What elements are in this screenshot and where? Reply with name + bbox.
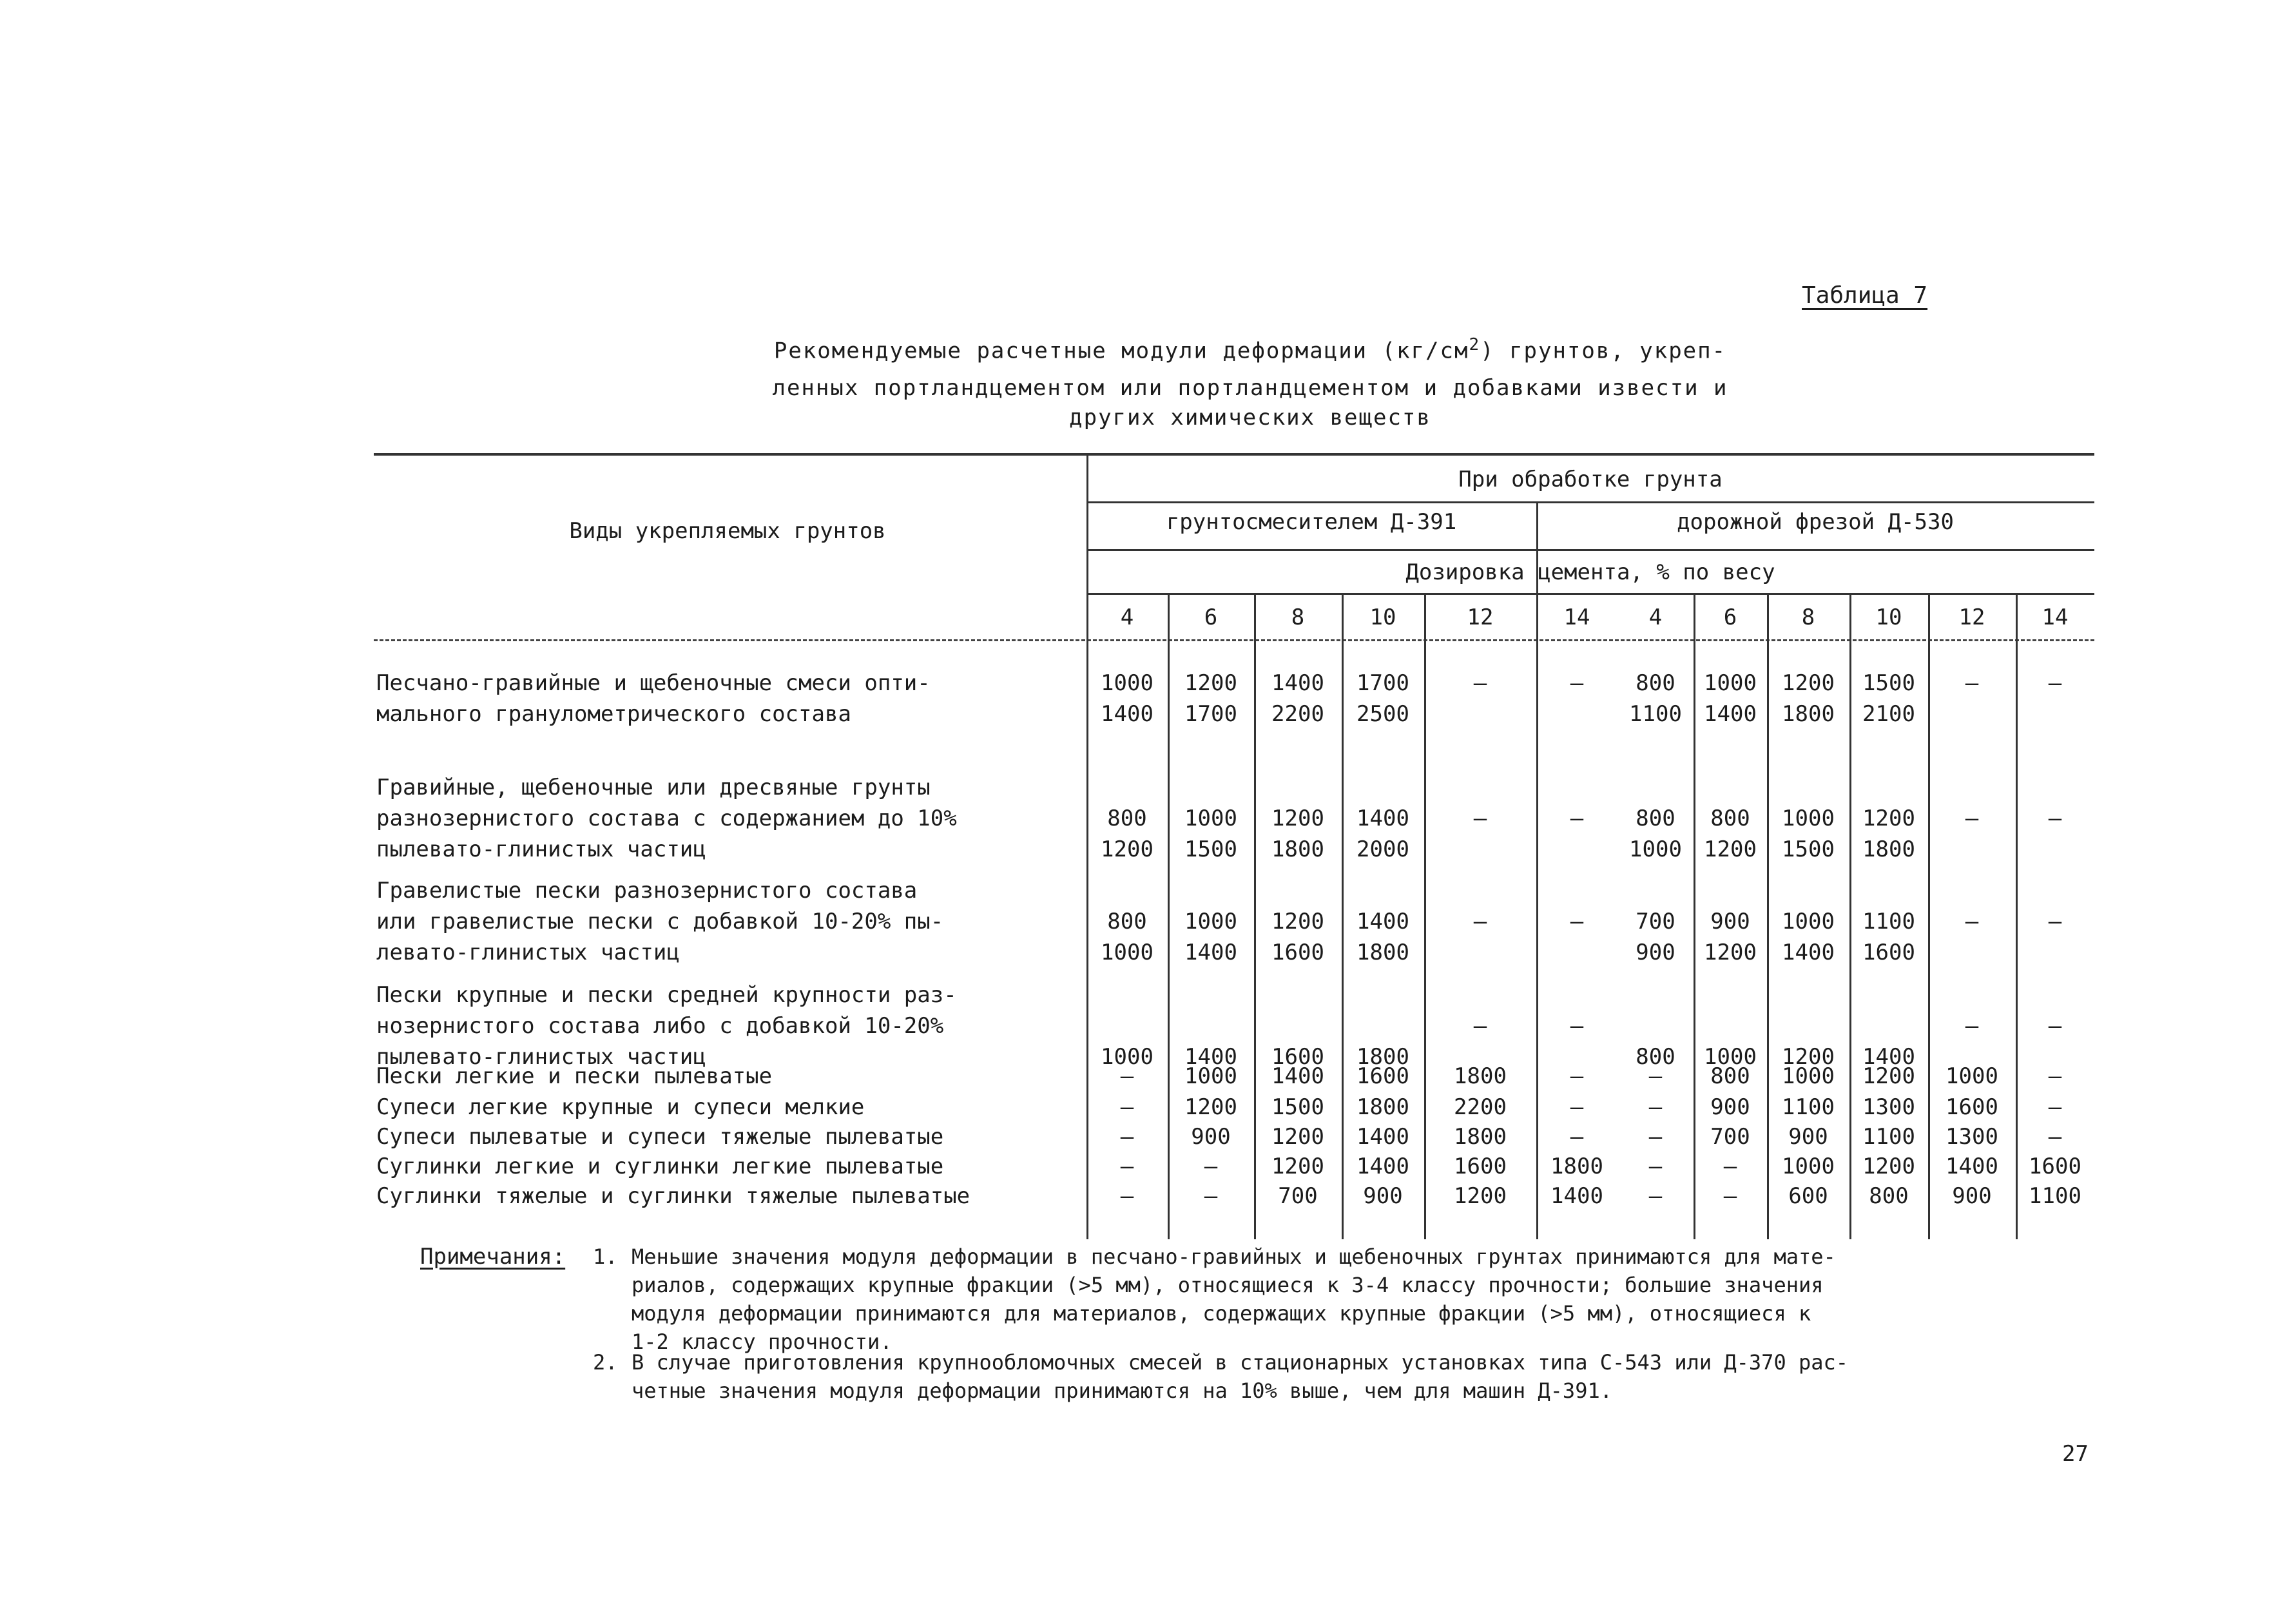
table-cell: 900	[1952, 1183, 1992, 1209]
table-cell: 600	[1788, 1183, 1828, 1209]
table-cell: 1000	[1184, 909, 1237, 934]
table-cell: –	[1570, 806, 1584, 831]
table-cell: 1100	[1629, 701, 1682, 727]
table-cell: –	[1473, 909, 1487, 934]
table-cell: 1400	[1862, 1044, 1915, 1070]
soil-type-name: Пески крупные и пески средней крупности раз-	[376, 982, 957, 1008]
table-cell: 700	[1710, 1124, 1750, 1150]
title-superscript: 2	[1469, 335, 1481, 354]
dose-value: 6	[1204, 604, 1218, 630]
table-cell: 1400	[1271, 670, 1324, 696]
table-cell: 700	[1278, 1183, 1318, 1209]
soil-type-name: мального гранулометрического состава	[376, 701, 851, 727]
table-cell: 1000	[1704, 1044, 1757, 1070]
table-cell: 1800	[1454, 1063, 1507, 1089]
table-cell: 1700	[1184, 701, 1237, 727]
table-top-rule	[374, 453, 2094, 456]
dose-value: 14	[2042, 604, 2069, 630]
notes-title: Примечания:	[420, 1244, 566, 1270]
table-cell: –	[1723, 1154, 1737, 1179]
table-cell: 1600	[1271, 1044, 1324, 1070]
table-cell: –	[1570, 909, 1584, 934]
table-cell: –	[1965, 806, 1979, 831]
table-cell: 1500	[1782, 836, 1835, 862]
table-cell: –	[1648, 1124, 1663, 1150]
table-cell: 1000	[1101, 940, 1153, 965]
table-cell: 1200	[1782, 1044, 1835, 1070]
table-cell: 1600	[2029, 1154, 2081, 1179]
table-cell: 1800	[1356, 940, 1409, 965]
table-cell: 1800	[1356, 1044, 1409, 1070]
table-cell: 800	[1636, 806, 1675, 831]
table-cell: –	[1120, 1154, 1134, 1179]
table-cell: 1000	[1782, 1154, 1835, 1179]
soil-type-name: Пески легкие и пески пылеватые	[376, 1063, 773, 1089]
mill-header: дорожной фрезой Д-530	[1677, 509, 1954, 535]
table-cell: –	[1204, 1154, 1218, 1179]
page-number: 27	[2062, 1441, 2089, 1467]
dose-value: 4	[1648, 604, 1663, 630]
table-cell: 1800	[1356, 1094, 1409, 1120]
table-cell: –	[2048, 806, 2062, 831]
table-cell: 1000	[1704, 670, 1757, 696]
soil-type-name: нозернистого состава либо с добавкой 10-20%	[376, 1013, 944, 1039]
note-text-line: Меньшие значения модуля деформации в песчано-гравийных и щебеночных грунтах принимаются для мате-	[632, 1244, 1836, 1269]
table-cell: 900	[1363, 1183, 1403, 1209]
note-text-line: риалов, содержащих крупные фракции (>5 мм), относящиеся к 3-4 классу прочности; большие значения	[632, 1273, 1824, 1297]
table-cell: 1000	[1945, 1063, 1998, 1089]
table-cell: 900	[1710, 1094, 1750, 1120]
table-cell: 1200	[1862, 806, 1915, 831]
table-cell: 1800	[1862, 836, 1915, 862]
table-cell: 800	[1636, 670, 1675, 696]
soil-type-name: левато-глинистых частиц	[376, 940, 680, 965]
table-cell: 1400	[1704, 701, 1757, 727]
table-cell: –	[2048, 909, 2062, 934]
header-line-1	[1086, 501, 2094, 503]
table-cell: 1000	[1782, 1063, 1835, 1089]
soil-type-name: Суглинки тяжелые и суглинки тяжелые пылеватые	[376, 1183, 970, 1209]
soil-type-name: Супеси пылеватые и супеси тяжелые пылеватые	[376, 1124, 944, 1150]
table-cell: –	[1965, 670, 1979, 696]
table-cell: 800	[1636, 1044, 1675, 1070]
table-cell: 1200	[1101, 836, 1153, 862]
table-cell: 1400	[1550, 1183, 1603, 1209]
soil-types-header: Виды укрепляемых грунтов	[569, 518, 886, 544]
dose-value: 12	[1958, 604, 1985, 630]
table-cell: 1200	[1704, 836, 1757, 862]
note-number: 1.	[593, 1244, 618, 1269]
table-title-line-2: ленных портландцементом или портландцементом и добавками извести и	[772, 375, 1728, 401]
table-cell: 1200	[1454, 1183, 1507, 1209]
table-cell: 800	[1107, 909, 1147, 934]
table-cell: –	[2048, 1124, 2062, 1150]
soil-type-name: Гравелистые пески разнозернистого состава	[376, 878, 918, 904]
table-cell: 1800	[1550, 1154, 1603, 1179]
table-cell: 1000	[1101, 1044, 1153, 1070]
table-title-line-1	[670, 335, 1830, 363]
table-label: Таблица 7	[1802, 282, 1928, 309]
table-cell: 800	[1869, 1183, 1909, 1209]
table-cell: 800	[1107, 806, 1147, 831]
table-cell: 900	[1636, 940, 1675, 965]
table-cell: 1500	[1862, 670, 1915, 696]
table-cell: 1000	[1101, 670, 1153, 696]
table-cell: –	[1723, 1183, 1737, 1209]
table-cell: 1300	[1945, 1124, 1998, 1150]
table-cell: –	[1473, 806, 1487, 831]
table-cell: 1700	[1356, 670, 1409, 696]
dose-value: 8	[1801, 604, 1815, 630]
table-cell: 1600	[1862, 940, 1915, 965]
table-cell: –	[1570, 1013, 1584, 1039]
soil-type-name: пылевато-глинистых частиц	[376, 836, 706, 862]
header-line-2	[1086, 549, 2094, 551]
table-cell: 1100	[2029, 1183, 2081, 1209]
table-cell: –	[1648, 1183, 1663, 1209]
table-cell: –	[1204, 1183, 1218, 1209]
table-cell: 1000	[1184, 1063, 1237, 1089]
mixer-header: грунтосмесителем Д-391	[1166, 509, 1457, 535]
table-cell: –	[1120, 1094, 1134, 1120]
table-cell: –	[2048, 1063, 2062, 1089]
table-cell: –	[2048, 1013, 2062, 1039]
table-cell: 1000	[1629, 836, 1682, 862]
dose-value: 10	[1369, 604, 1396, 630]
table-cell: 800	[1710, 1063, 1750, 1089]
note-item	[593, 1348, 2094, 1405]
table-cell: 1000	[1782, 806, 1835, 831]
note-text-line: четные значения модуля деформации принимаются на 10% выше, чем для машин Д-391.	[632, 1378, 1612, 1403]
table-cell: 1100	[1782, 1094, 1835, 1120]
table-cell: –	[1473, 1013, 1487, 1039]
table-cell: –	[1648, 1063, 1663, 1089]
table-cell: 1800	[1782, 701, 1835, 727]
table-cell: –	[1570, 1094, 1584, 1120]
table-cell: 2200	[1454, 1094, 1507, 1120]
soil-type-name: разнозернистого состава с содержанием до 10%	[376, 806, 957, 831]
table-cell: 1200	[1704, 940, 1757, 965]
table-cell: –	[1570, 670, 1584, 696]
note-text-line: модуля деформации принимаются для материалов, содержащих крупные фракции (>5 мм), относящиеся к	[632, 1301, 1811, 1326]
table-cell: 900	[1710, 909, 1750, 934]
dose-value: 12	[1467, 604, 1494, 630]
table-cell: 1400	[1184, 1044, 1237, 1070]
table-cell: 1500	[1271, 1094, 1324, 1120]
table-cell: 1200	[1782, 670, 1835, 696]
dose-value: 14	[1563, 604, 1590, 630]
table-cell: –	[1570, 1063, 1584, 1089]
table-cell: 1400	[1184, 940, 1237, 965]
header-line-3	[1086, 593, 2094, 595]
table-cell: –	[1965, 909, 1979, 934]
table-cell: 2500	[1356, 701, 1409, 727]
header-bottom-rule	[374, 639, 2094, 641]
dosage-header: Дозировка цемента, % по весу	[1405, 559, 1775, 585]
table-cell: 1500	[1184, 836, 1237, 862]
soil-type-name: Суглинки легкие и суглинки легкие пылеватые	[376, 1154, 944, 1179]
table-cell: –	[1965, 1013, 1979, 1039]
table-cell: 1100	[1862, 909, 1915, 934]
note-text-line: В случае приготовления крупнообломочных смесей в стационарных установках типа С-543 или Д-370 рас-	[632, 1350, 1849, 1375]
title-line-1-a: Рекомендуемые расчетные модули деформации (кг/см	[773, 338, 1469, 364]
table-cell: –	[1648, 1094, 1663, 1120]
table-cell: –	[1648, 1154, 1663, 1179]
table-cell: 1400	[1356, 1154, 1409, 1179]
table-cell: –	[1120, 1063, 1134, 1089]
dose-value: 10	[1875, 604, 1902, 630]
table-cell: 1400	[1356, 909, 1409, 934]
note-item	[593, 1242, 2094, 1356]
soil-type-name: Гравийные, щебеночные или дресвяные грунты	[376, 775, 931, 800]
note-number: 2.	[593, 1350, 618, 1375]
table-cell: 1400	[1945, 1154, 1998, 1179]
note-text-line: 1-2 классу прочности.	[632, 1329, 893, 1354]
table-cell: 1600	[1945, 1094, 1998, 1120]
table-cell: 1200	[1184, 670, 1237, 696]
table-cell: 1100	[1862, 1124, 1915, 1150]
table-cell: 1600	[1271, 940, 1324, 965]
table-cell: 800	[1710, 806, 1750, 831]
table-cell: 2200	[1271, 701, 1324, 727]
table-cell: –	[1120, 1124, 1134, 1150]
table-cell: –	[1570, 1124, 1584, 1150]
table-cell: 900	[1788, 1124, 1828, 1150]
table-cell: 1400	[1101, 701, 1153, 727]
table-cell: –	[2048, 1094, 2062, 1120]
soil-type-name: пылевато-глинистых частиц	[376, 1044, 706, 1070]
table-cell: 1400	[1782, 940, 1835, 965]
table-cell: 1200	[1271, 909, 1324, 934]
table-cell: 1000	[1184, 806, 1237, 831]
title-line-1-b: ) грунтов, укреп-	[1480, 338, 1727, 364]
table-cell: 1200	[1862, 1063, 1915, 1089]
table-cell: 900	[1191, 1124, 1231, 1150]
table-cell: 1800	[1271, 836, 1324, 862]
table-cell: 1600	[1454, 1154, 1507, 1179]
table-cell: 1200	[1184, 1094, 1237, 1120]
soil-type-name: или гравелистые пески с добавкой 10-20% пы-	[376, 909, 944, 934]
table-cell: 1400	[1356, 806, 1409, 831]
dose-value: 8	[1291, 604, 1305, 630]
table-cell: 700	[1636, 909, 1675, 934]
table-cell: 2000	[1356, 836, 1409, 862]
table-cell: –	[1473, 670, 1487, 696]
processing-header: При обработке грунта	[1458, 467, 1723, 492]
table-cell: –	[2048, 670, 2062, 696]
table-cell: 1600	[1356, 1063, 1409, 1089]
table-cell: 1000	[1782, 909, 1835, 934]
soil-type-name: Песчано-гравийные и щебеночные смеси опти-	[376, 670, 931, 696]
table-cell: 1400	[1356, 1124, 1409, 1150]
table-cell: 2100	[1862, 701, 1915, 727]
table-cell: –	[1120, 1183, 1134, 1209]
table-cell: 1200	[1862, 1154, 1915, 1179]
table-cell: 1200	[1271, 1154, 1324, 1179]
soil-type-name: Супеси легкие крупные и супеси мелкие	[376, 1094, 865, 1120]
table-cell: 1200	[1271, 806, 1324, 831]
table-cell: 1200	[1271, 1124, 1324, 1150]
table-title-line-3: других химических веществ	[1069, 405, 1431, 430]
table-cell: 1400	[1271, 1063, 1324, 1089]
table-cell: 1300	[1862, 1094, 1915, 1120]
table-cell: 1800	[1454, 1124, 1507, 1150]
dose-value: 6	[1723, 604, 1737, 630]
dose-value: 4	[1120, 604, 1134, 630]
